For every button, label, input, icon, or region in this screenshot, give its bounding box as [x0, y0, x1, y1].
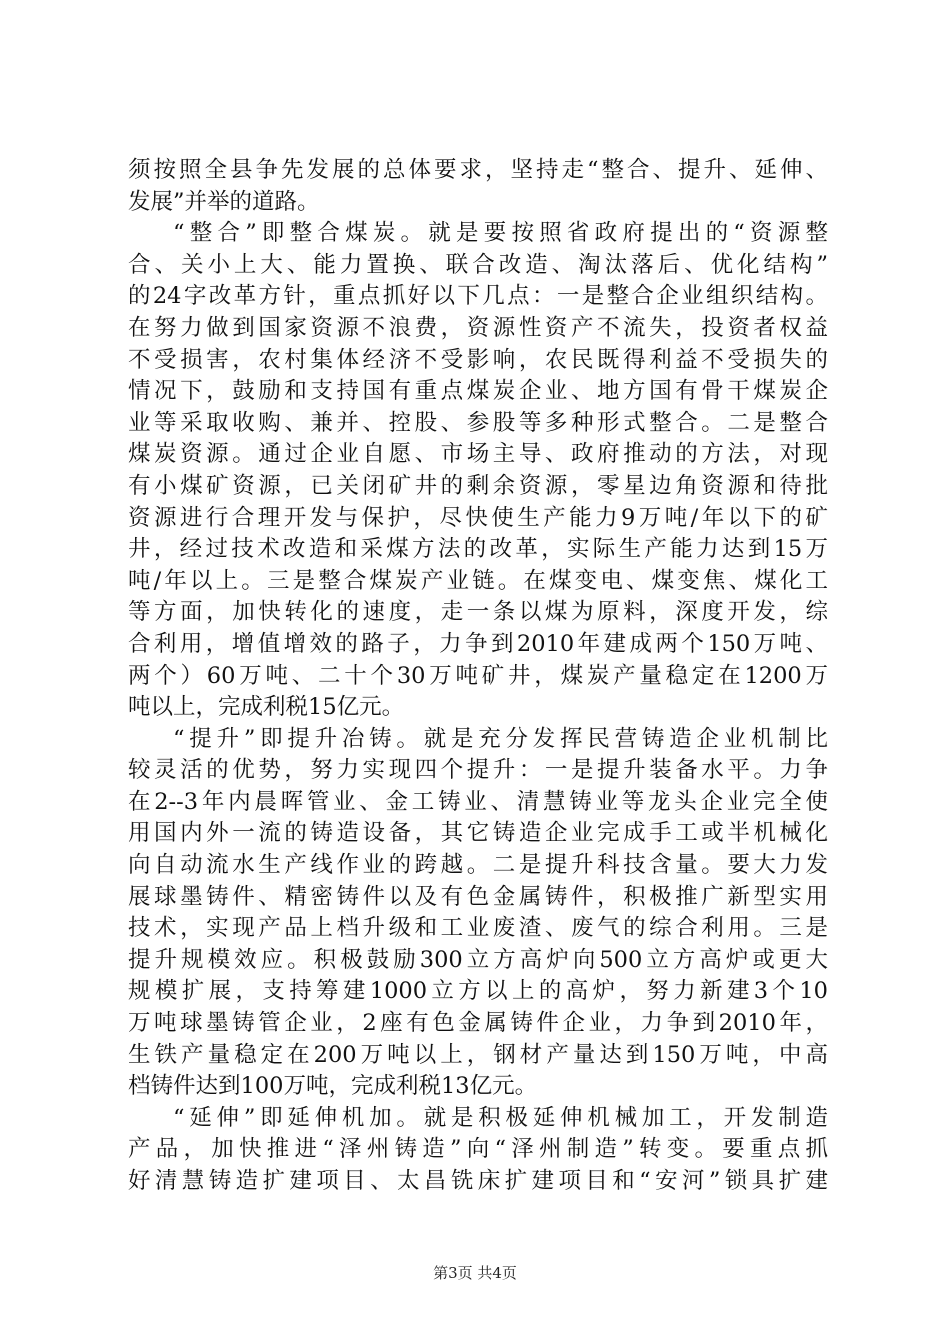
text-line: 在努力做到国家资源不浪费，资源性资产不流失，投资者权益	[128, 314, 828, 341]
text-line: 有小煤矿资源，已关闭矿井的剩余资源，零星边角资源和待批	[128, 472, 828, 499]
text-line: 展球墨铸件、精密铸件以及有色金属铸件，积极推广新型实用	[128, 883, 828, 910]
document-body	[128, 155, 828, 1198]
text-line: 用国内外一流的铸造设备，其它铸造企业完成手工或半机械化	[128, 820, 828, 847]
text-line: 等方面，加快转化的速度，走一条以煤为原料，深度开发，综	[128, 599, 828, 626]
text-line: 业等采取收购、兼并、控股、参股等多种形式整合。二是整合	[128, 409, 828, 436]
text-line: “提升”即提升冶铸。就是充分发挥民营铸造企业机制比	[173, 725, 828, 752]
text-line: 两个）60万吨、二十个30万吨矿井，煤炭产量稳定在1200万	[128, 662, 828, 689]
text-line: 合利用，增值增效的路子，力争到2010年建成两个150万吨、	[128, 630, 828, 657]
text-line: 的24字改革方针，重点抓好以下几点：一是整合企业组织结构。	[128, 283, 828, 310]
text-line: “延伸”即延伸机加。就是积极延伸机械加工，开发制造	[173, 1104, 828, 1131]
text-line: 生铁产量稳定在200万吨以上，钢材产量达到150万吨，中高	[128, 1041, 828, 1068]
text-line: 资源进行合理开发与保护，尽快使生产能力9万吨/年以下的矿	[128, 504, 828, 531]
text-line: 技术，实现产品上档升级和工业废渣、废气的综合利用。三是	[128, 915, 828, 942]
text-line: 规模扩展，支持筹建1000立方以上的高炉，努力新建3个10	[128, 978, 828, 1005]
text-line: 较灵活的优势，努力实现四个提升：一是提升装备水平。力争	[128, 757, 828, 784]
text-line: 吨以上，完成利税15亿元。	[128, 694, 405, 721]
text-line: 发展”并举的道路。	[128, 188, 320, 215]
text-line: 提升规模效应。积极鼓励300立方高炉向500立方高炉或更大	[128, 946, 828, 973]
text-line: 好清慧铸造扩建项目、太昌铣床扩建项目和“安河”锁具扩建	[128, 1168, 828, 1194]
text-line: 万吨球墨铸管企业，2座有色金属铸件企业，力争到2010年，	[128, 1010, 828, 1037]
page-footer: 第3页 共4页	[433, 1264, 517, 1282]
text-line: 须按照全县争先发展的总体要求，坚持走“整合、提升、延伸、	[128, 157, 828, 183]
text-line: 煤炭资源。通过企业自愿、市场主导、政府推动的方法，对现	[128, 441, 828, 468]
text-line: 井，经过技术改造和采煤方法的改革，实际生产能力达到15万	[128, 536, 828, 563]
text-line: 吨/年以上。三是整合煤炭产业链。在煤变电、煤变焦、煤化工	[128, 567, 828, 594]
text-line: 不受损害，农村集体经济不受影响，农民既得利益不受损失的	[128, 346, 828, 373]
text-line: 向自动流水生产线作业的跨越。二是提升科技含量。要大力发	[128, 852, 828, 879]
text-line: 产品，加快推进“泽州铸造”向“泽州制造”转变。要重点抓	[128, 1136, 828, 1163]
text-line: 档铸件达到100万吨，完成利税13亿元。	[128, 1073, 538, 1100]
text-line: “整合”即整合煤炭。就是要按照省政府提出的“资源整	[173, 220, 828, 247]
text-line: 情况下，鼓励和支持国有重点煤炭企业、地方国有骨干煤炭企	[128, 378, 828, 405]
text-line: 合、关小上大、能力置换、联合改造、淘汰落后、优化结构”	[128, 251, 828, 278]
text-line: 在2--3年内晨晖管业、金工铸业、清慧铸业等龙头企业完全使	[128, 788, 828, 815]
